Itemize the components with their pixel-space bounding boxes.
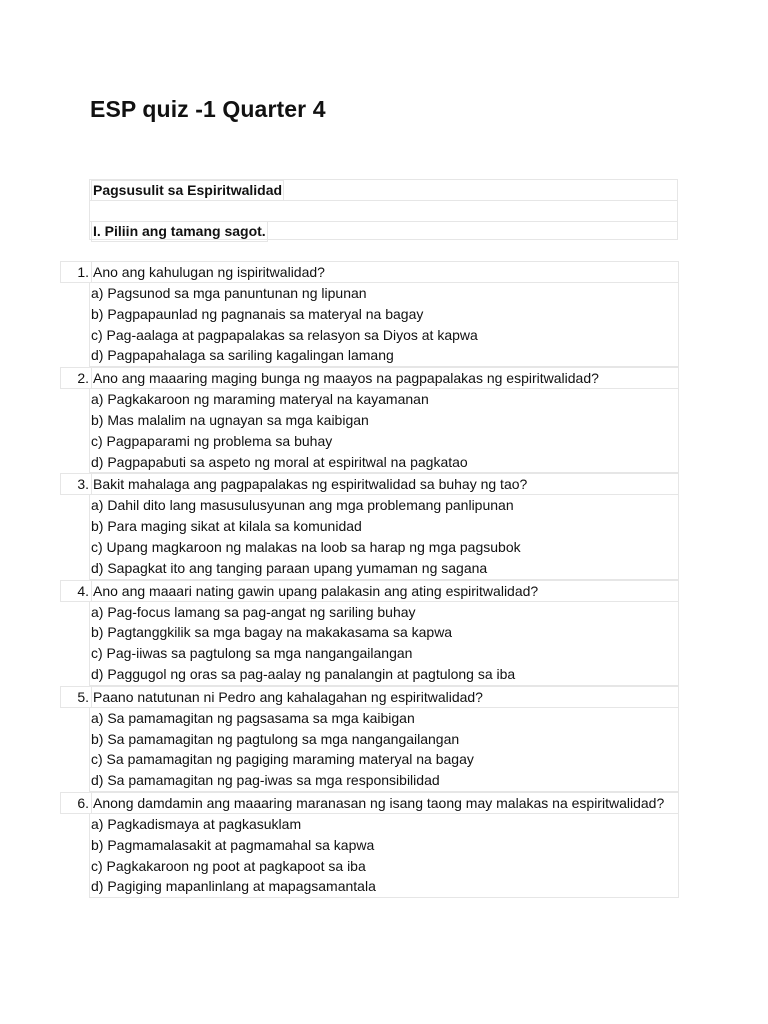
answer-option: c) Pag-iiwas sa pagtulong sa mga nangangailangan <box>91 645 413 662</box>
answer-option: a) Pagkakaroon ng maraming materyal na kayamanan <box>91 391 429 408</box>
answer-option: d) Paggugol ng oras sa pag-aalay ng panalangin at pagtulong sa iba <box>91 665 516 682</box>
answer-option: a) Sa pamamagitan ng pagsasama sa mga kaibigan <box>91 709 415 726</box>
instructions: I. Piliin ang tamang sagot. <box>91 221 268 242</box>
question-text: Paano natutunan ni Pedro ang kahalagahan ng espiritwalidad? <box>91 687 678 707</box>
question-text: Ano ang maaari nating gawin upang palakasin ang ating espiritwalidad? <box>91 581 678 601</box>
answer-option: b) Sa pamamagitan ng pagtulong sa mga nangangailangan <box>91 730 460 747</box>
questions-table <box>60 261 679 898</box>
answer-option: c) Upang magkaroon ng malakas na loob sa harap ng mga pagsubok <box>91 538 521 555</box>
answer-option: b) Para maging sikat at kilala sa komunidad <box>91 518 362 535</box>
question-row <box>60 686 679 708</box>
question-text: Bakit mahalaga ang pagpapalakas ng espiritwalidad sa buhay ng tao? <box>91 474 678 494</box>
answer-option: a) Dahil dito lang masusulusyunan ang mga problemang panlipunan <box>91 497 514 514</box>
question-number: 2. <box>77 370 89 387</box>
question-text: Ano ang maaaring maging bunga ng maayos na pagpapalakas ng espiritwalidad? <box>91 368 678 388</box>
question-text: Anong damdamin ang maaaring maranasan ng isang taong may malakas na espiritwalidad? <box>91 793 678 813</box>
options-block <box>89 389 679 473</box>
answer-option: a) Pag-focus lamang sa pag-angat ng sariling buhay <box>91 603 416 620</box>
question-number: 5. <box>77 688 89 705</box>
question-row <box>60 367 679 389</box>
question-number: 6. <box>77 794 89 811</box>
header-divider <box>90 200 677 222</box>
options-block <box>89 708 679 792</box>
options-block <box>89 495 679 579</box>
answer-option: d) Sapagkat ito ang tanging paraan upang yumaman ng sagana <box>91 559 488 576</box>
answer-option: c) Pag-aalaga at pagpapalakas sa relasyon sa Diyos at kapwa <box>91 326 478 343</box>
question-row <box>60 580 679 602</box>
question-row <box>60 792 679 814</box>
answer-option: c) Pagkakaroon ng poot at pagkapoot sa iba <box>91 857 366 874</box>
options-block <box>89 283 679 367</box>
question-row <box>60 473 679 495</box>
answer-option: a) Pagkadismaya at pagkasuklam <box>91 815 302 832</box>
answer-option: b) Mas malalim na ugnayan sa mga kaibigan <box>91 411 369 428</box>
answer-option: d) Pagpapahalaga sa sariling kagalingan lamang <box>91 347 394 364</box>
answer-option: c) Pagpaparami ng problema sa buhay <box>91 432 333 449</box>
question-number: 3. <box>77 476 89 493</box>
answer-option: b) Pagmamalasakit at pagmamahal sa kapwa <box>91 836 375 853</box>
question-number: 1. <box>77 264 89 280</box>
answer-option: d) Sa pamamagitan ng pag-iwas sa mga responsibilidad <box>91 772 440 789</box>
answer-option: d) Pagpapabuti sa aspeto ng moral at espiritwal na pagkatao <box>91 453 468 470</box>
answer-option: d) Pagiging mapanlinlang at mapagsamantala <box>91 878 376 895</box>
answer-option: b) Pagtanggkilik sa mga bagay na makakasama sa kapwa <box>91 624 453 641</box>
answer-option: a) Pagsunod sa mga panuntunan ng lipunan <box>91 285 367 301</box>
section-header-box <box>89 179 678 240</box>
question-text: Ano ang kahulugan ng ispiritwalidad? <box>91 262 678 282</box>
answer-option: c) Sa pamamagitan ng pagiging maraming materyal na bagay <box>91 751 474 768</box>
options-block <box>89 602 679 686</box>
question-row <box>60 261 679 283</box>
section-title: Pagsusulit sa Espiritwalidad <box>91 180 284 201</box>
question-number: 4. <box>77 582 89 599</box>
answer-option: b) Pagpapaunlad ng pagnanais sa materyal na bagay <box>91 305 424 322</box>
options-block <box>89 814 679 898</box>
document-title: ESP quiz -1 Quarter 4 <box>90 96 326 122</box>
